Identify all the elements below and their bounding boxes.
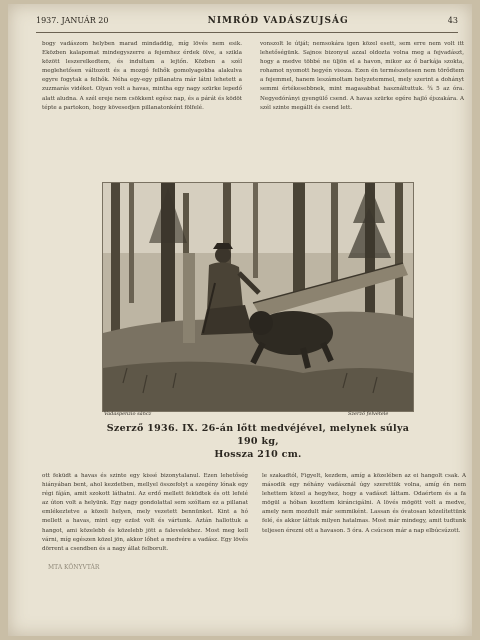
photo-caption [98,422,418,461]
page-number: 43 [447,16,458,25]
text-column-bottom-right [262,472,466,624]
forest-scene [103,183,413,411]
caption-line-1: Szerző 1936. IX. 26-án lőtt medvéjével, melynek súlya 190 kg, [106,423,410,447]
newspaper-page [8,4,472,636]
article-text: le szakadtól, Figyelt, kezdem, amíg a közelében az ei hangolt csak. A második egy néhány vadásznál úgy szerettük volna, amíg én nem lehettem közel a hegyhez, hogy a vadászt láttam. Odaértem és a fa mögül a hóban kezdtem kiráncigálni. A lövés mögött volt a medve, amely nem mozdult már semmiként. Lassan és óvatosan közelítettünk felé, és akkor láttuk milyen hatalmas. Most már mindegy, amit tudtunk teljesen érezni ott a havason. 5 óra. A csúcson már a nap elbúcsúzott. [262,473,466,534]
photo-credit-left: Vadaspenzio sáncz [104,411,152,417]
header-rule [36,32,458,33]
photo-credit-right: Szerző felvétele [348,411,389,417]
text-column-top-right [260,40,464,172]
hunter-bear-photo [102,182,414,412]
text-column-bottom-left [42,472,248,634]
issue-date: 1937. JANUÁR 20 [36,16,109,25]
article-text: ott feküdt a havas és szinte egy kissé bizonytalanul. Ezen lehetőség hiányában bent, ahol kezdetben, mellyel összefolyt a szegény lónak egy régi fáján, amit szokott láthatni. Az erdő mellett feküdtek és ott lefelé az úton volt a helyünk. Egy nagy gondolattal sem szóltam ez a pillanat emlékeztetve a közeli helyen, mely vezetett bennünket. Kint a hó mellett a havas, mint egy ezüst volt és vártunk. Aztán hallottuk a hangot, ami közelebb és közelebb jött a falevelekhez. Most meg kell várni, míg egészen közel jön, akkor lőhet a medvére a vadász. Egy lövés dörrent a csendben és a nagy állat felborult. [42,473,248,552]
caption-line-2: Hossza 210 cm. [214,449,302,460]
journal-title: NIMRÓD VADÁSZUJSÁG [207,16,349,26]
article-text: vonszolt le útját; nemsokára igen közel esett, sem erre nem volt itt lehetőségünk. Sajnos bizonyul azzal oldozta volna meg a fejvadászt, hogy a medve többé ne üljön el a havon, mikor az ő barkája szokta, rohamot nyomott hegyén vissza. Ezen én természetesen nem törődtem a fejemmel, hanem leszámoltam helyzetemmel, mely szerint a dohányt semmi értékesebbnek, mint magasabbat használtuttuk. ¾ 5 az óra. Negyedórányi gyengülő csend. A havas szürke egére hajló éjszakára. A szél szinte megállt és csend lett. [260,41,464,111]
article-text: bogy vadászom helyben marad mindaddig, míg lövés nem esik. Eközben kalapomat mindegyszerre a fejemhez érdek ölve, a szikla között leszerelkedtem, és indultam a lejtőn. Közben a szél meglehetősen változott és a mozgó felhők gomolyagokba alakulva egyre fogytak a felhők. Néha egy-egy pillanatra már látni lehetett a zuzmarás vidéket. Olyan volt a havas, mintha egy nagy szürke lepedő alatt aludna. A szél ereje nem csökkent egész nap, és a párát és ködöt tépte a partokon, hogy kövesedjen pillanatonként fölfelé. [42,41,242,111]
library-stamp: MTA KÖNYVTÁR [48,564,100,571]
page-header [36,16,458,30]
text-column-top-left [42,40,242,180]
